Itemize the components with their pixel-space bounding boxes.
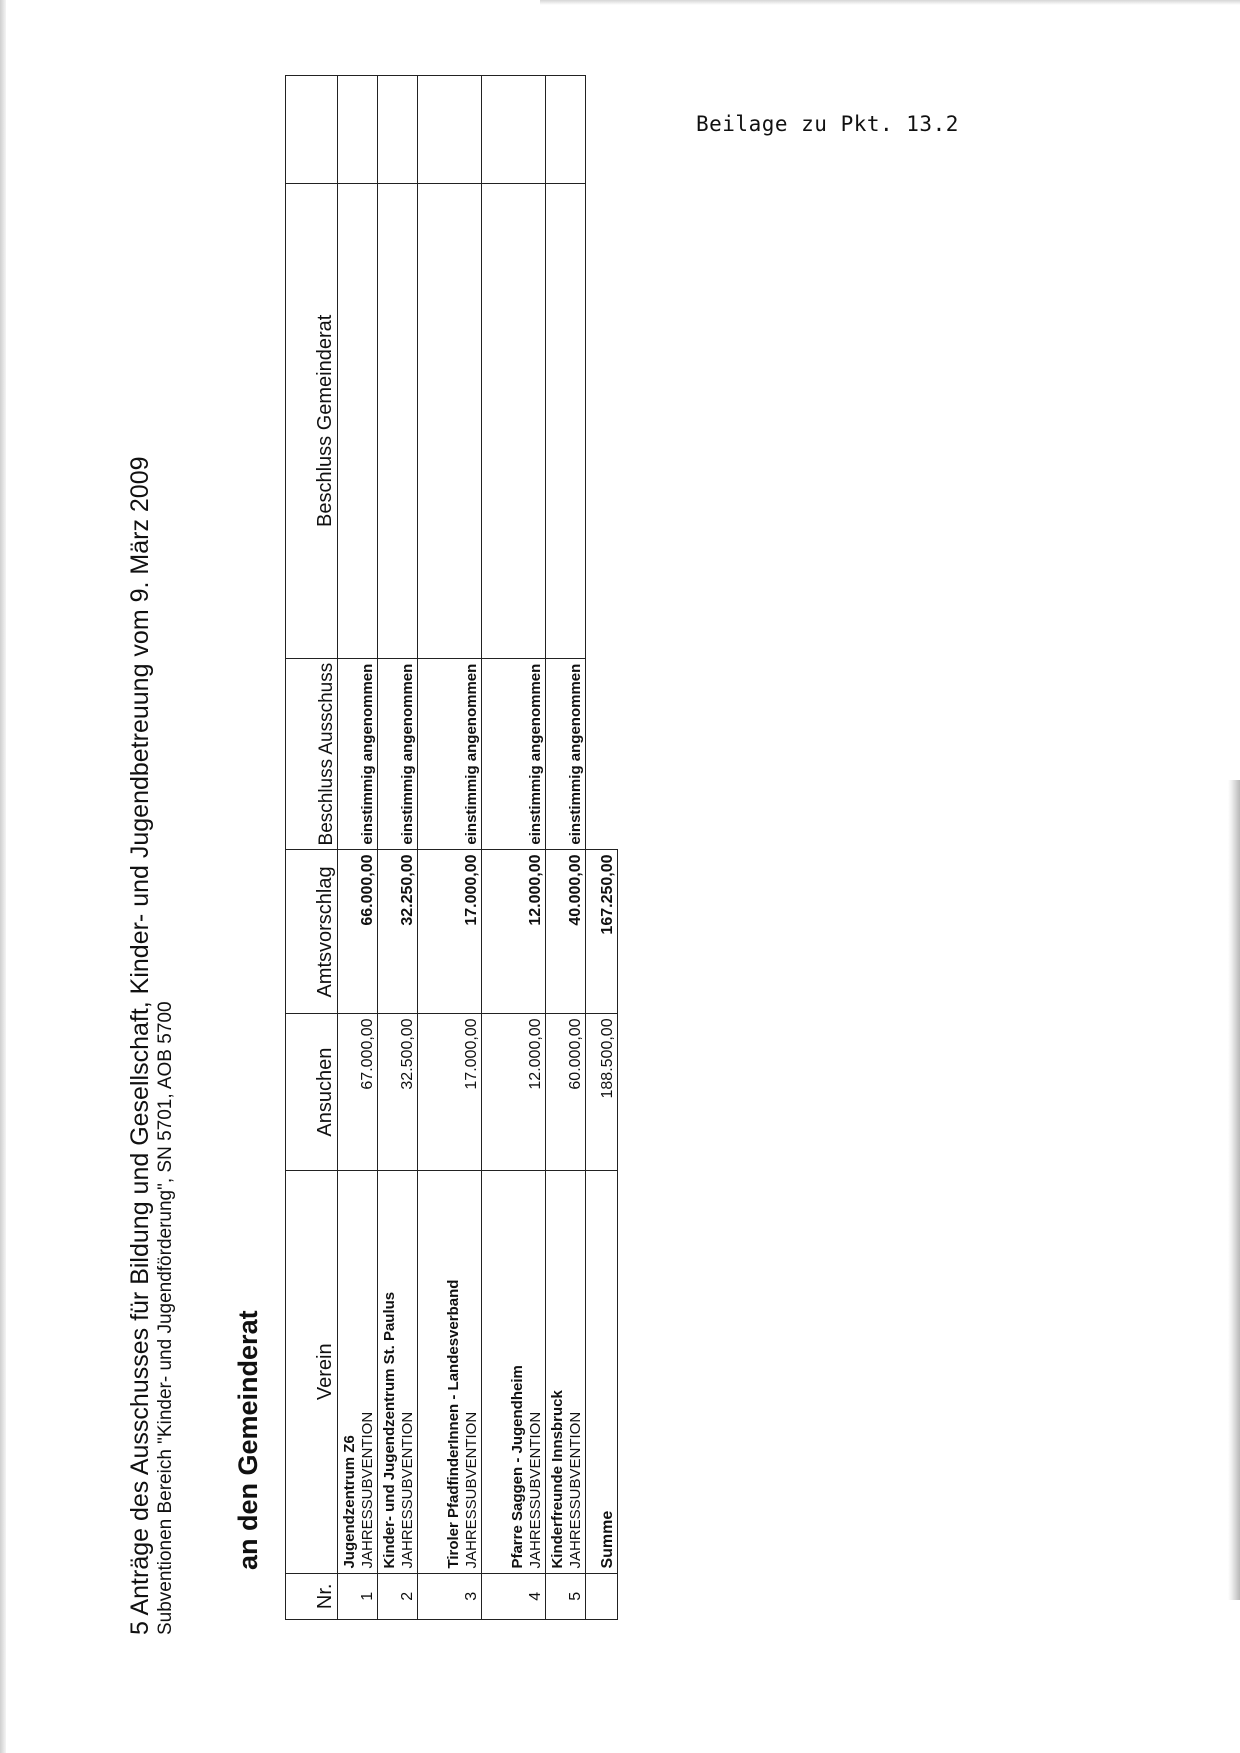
- table-row: [338, 76, 378, 1620]
- summe-row: [586, 76, 618, 1620]
- row-ansuchen: 32.500,00: [378, 1014, 418, 1171]
- header-amtsvorschlag: Amtsvorschlag: [286, 850, 338, 1014]
- row-nr: 5: [546, 1573, 586, 1619]
- row-amtsvorschlag: 12.000,00: [482, 850, 546, 1014]
- row-beschluss-ausschuss: einstimmig angenommen: [482, 658, 546, 850]
- header-ansuchen: Ansuchen: [286, 1014, 338, 1171]
- verein-type: JAHRESSUBVENTION: [527, 1411, 544, 1569]
- verein-name: Kinderfreunde Innsbruck: [549, 1390, 566, 1569]
- summe-empty-3: [586, 76, 618, 184]
- row-ansuchen: 60.000,00: [546, 1014, 586, 1171]
- document-title: 5 Anträge des Ausschusses für Bildung und Gesellschaft, Kinder- und Jugendbetreuung vom 9. März 2009: [126, 456, 154, 1635]
- header-beschluss-gemeinderat: Beschluss Gemeinderat: [286, 183, 338, 658]
- row-beschluss-ausschuss: einstimmig angenommen: [418, 658, 482, 850]
- row-empty: [418, 76, 482, 184]
- scan-edge-top: [540, 0, 1240, 5]
- header-verein: Verein: [286, 1170, 338, 1573]
- verein-name: Tiroler PfadfinderInnen - Landesverband: [445, 1279, 462, 1569]
- header-beschluss-ausschuss: Beschluss Ausschuss: [286, 658, 338, 850]
- row-ansuchen: 12.000,00: [482, 1014, 546, 1171]
- row-beschluss-ausschuss: einstimmig angenommen: [338, 658, 378, 850]
- verein-type: JAHRESSUBVENTION: [359, 1411, 376, 1569]
- verein-name: Jugendzentrum Z6: [341, 1435, 358, 1569]
- table-row: [546, 76, 586, 1620]
- row-nr: 2: [378, 1573, 418, 1619]
- row-empty: [378, 76, 418, 184]
- row-empty: [546, 76, 586, 184]
- summe-label: Summe: [586, 1170, 618, 1573]
- row-verein: [418, 1170, 482, 1573]
- verein-type: JAHRESSUBVENTION: [399, 1411, 416, 1569]
- header-empty: [286, 76, 338, 184]
- table-row: [378, 76, 418, 1620]
- row-ansuchen: 67.000,00: [338, 1014, 378, 1171]
- summe-ansuchen: 188.500,00: [586, 1014, 618, 1171]
- row-empty: [338, 76, 378, 184]
- row-nr: 1: [338, 1573, 378, 1619]
- row-verein: [378, 1170, 418, 1573]
- row-nr: 4: [482, 1573, 546, 1619]
- row-beschluss-gemeinderat: [482, 183, 546, 658]
- row-verein: [546, 1170, 586, 1573]
- summe-amtsvorschlag: 167.250,00: [586, 850, 618, 1014]
- row-beschluss-ausschuss: einstimmig angenommen: [378, 658, 418, 850]
- row-nr: 3: [418, 1573, 482, 1619]
- table-row: [482, 76, 546, 1620]
- verein-type: JAHRESSUBVENTION: [567, 1411, 584, 1569]
- table-row: [418, 76, 482, 1620]
- verein-name: Kinder- und Jugendzentrum St. Paulus: [381, 1291, 398, 1569]
- attachment-label: Beilage zu Pkt. 13.2: [696, 112, 959, 136]
- verein-name: Pfarre Saggen - Jugendheim: [509, 1365, 526, 1569]
- row-beschluss-ausschuss: einstimmig angenommen: [546, 658, 586, 850]
- scan-edge-left: [0, 0, 6, 1753]
- header-nr: Nr.: [286, 1573, 338, 1619]
- summe-empty-2: [586, 183, 618, 658]
- summe-nr-empty: [586, 1573, 618, 1619]
- summe-empty-1: [586, 658, 618, 850]
- row-amtsvorschlag: 66.000,00: [338, 850, 378, 1014]
- document-subtitle: Subventionen Bereich "Kinder- und Jugendförderung", SN 5701, AOB 5700: [155, 1001, 176, 1635]
- row-beschluss-gemeinderat: [338, 183, 378, 658]
- row-amtsvorschlag: 17.000,00: [418, 850, 482, 1014]
- row-beschluss-gemeinderat: [378, 183, 418, 658]
- verein-type: JAHRESSUBVENTION: [463, 1411, 480, 1569]
- row-empty: [482, 76, 546, 184]
- subsidy-table: [285, 75, 618, 1620]
- row-verein: [482, 1170, 546, 1573]
- table-header-row: [286, 76, 338, 1620]
- row-amtsvorschlag: 32.250,00: [378, 850, 418, 1014]
- scan-edge-right: [1228, 780, 1240, 1600]
- row-verein: [338, 1170, 378, 1573]
- row-beschluss-gemeinderat: [418, 183, 482, 658]
- section-heading: an den Gemeinderat: [233, 1310, 263, 1570]
- row-beschluss-gemeinderat: [546, 183, 586, 658]
- rotated-document: [125, 75, 645, 1635]
- row-ansuchen: 17.000,00: [418, 1014, 482, 1171]
- row-amtsvorschlag: 40.000,00: [546, 850, 586, 1014]
